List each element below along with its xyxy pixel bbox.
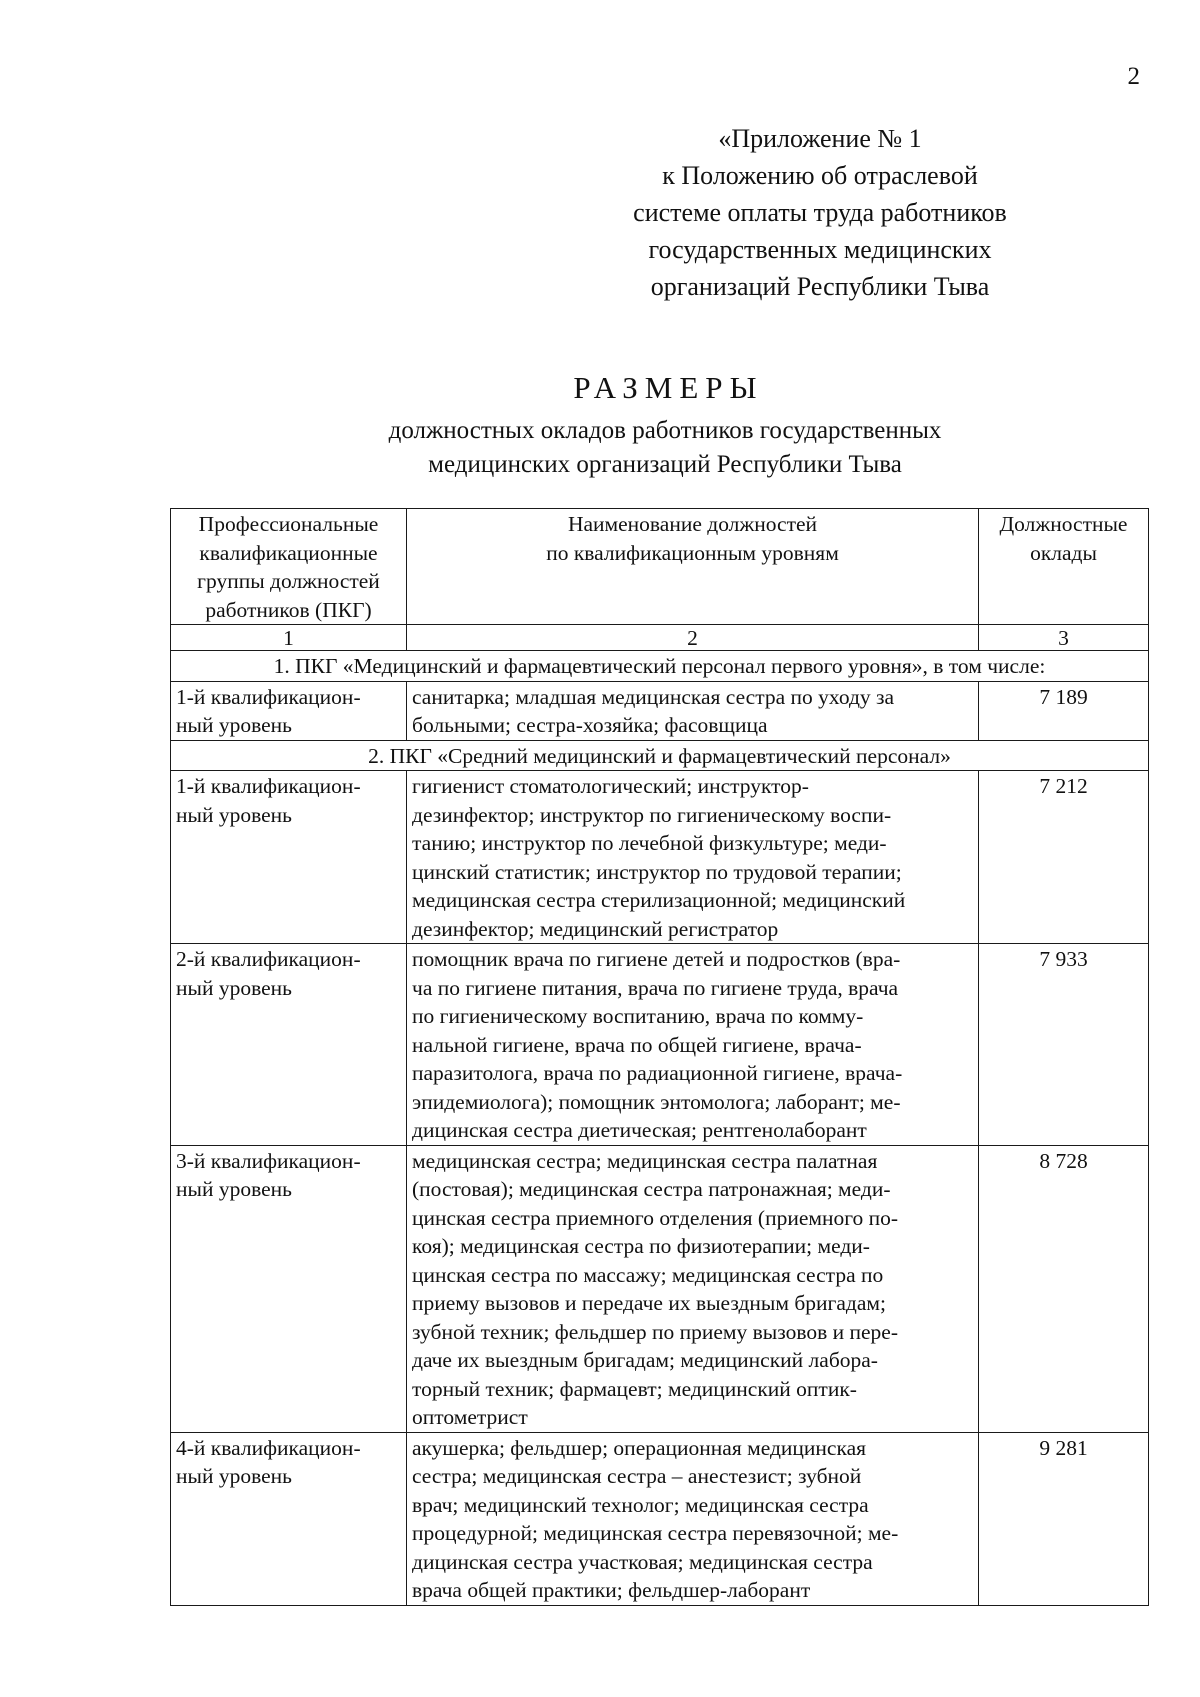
qualification-level bbox=[171, 1145, 407, 1432]
header-pkg bbox=[171, 509, 407, 625]
position-line: (постовая); медицинская сестра патронажная; меди- bbox=[412, 1177, 891, 1201]
level-line: ный уровень bbox=[176, 1464, 292, 1488]
document-subtitle bbox=[170, 414, 1160, 482]
title-block bbox=[170, 368, 1160, 482]
table-row bbox=[171, 681, 1149, 740]
position-line: по гигиеническому воспитанию, врача по комму- bbox=[412, 1004, 864, 1028]
position-line: санитарка; младшая медицинская сестра по уходу за bbox=[412, 684, 895, 709]
header-line: Профессиональные bbox=[198, 512, 379, 536]
header-line: по квалификационным уровням bbox=[546, 540, 839, 565]
position-line: цинская сестра по массажу; медицинская сестра по bbox=[412, 1262, 884, 1287]
header-positions bbox=[407, 509, 979, 625]
column-number: 1 bbox=[171, 625, 407, 651]
position-line: дезинфектор; инструктор по гигиеническому воспи- bbox=[412, 802, 892, 827]
position-line: нальной гигиене, врача по общей гигиене, врача- bbox=[412, 1032, 862, 1057]
position-line: процедурной; медицинская сестра перевязочной; ме- bbox=[412, 1521, 899, 1545]
section-title: 1. ПКГ «Медицинский и фармацевтический персонал первого уровня», в том числе: bbox=[171, 651, 1149, 682]
appendix-line: к Положению об отраслевой bbox=[662, 161, 978, 190]
table-row bbox=[171, 944, 1149, 1146]
position-line: коя); медицинская сестра по физиотерапии; меди- bbox=[412, 1234, 870, 1258]
appendix-note bbox=[600, 120, 1040, 305]
appendix-line: системе оплаты труда работников bbox=[633, 198, 1007, 227]
table-body bbox=[171, 651, 1149, 1606]
qualification-level bbox=[171, 771, 407, 944]
header-line: Наименование должностей bbox=[567, 512, 818, 536]
table-row bbox=[171, 1145, 1149, 1432]
position-names bbox=[407, 1432, 979, 1605]
qualification-level bbox=[171, 681, 407, 740]
position-line: танию; инструктор по лечебной физкультуре; меди- bbox=[412, 831, 887, 855]
level-line: ный уровень bbox=[176, 975, 292, 1000]
page-number: 2 bbox=[1127, 63, 1140, 90]
position-line: даче их выездным бригадам; медицинский лабора- bbox=[412, 1348, 878, 1372]
appendix-line: государственных медицинских bbox=[648, 235, 992, 264]
header-line: группы должностей bbox=[197, 569, 380, 593]
position-line: врач; медицинский технолог; медицинская сестра bbox=[412, 1492, 869, 1517]
header-line: работников (ПКГ) bbox=[205, 597, 372, 622]
position-line: больными; сестра-хозяйка; фасовщица bbox=[412, 713, 768, 737]
position-line: эпидемиолога); помощник энтомолога; лаборант; ме- bbox=[412, 1089, 901, 1114]
salary-value: 8 728 bbox=[979, 1145, 1149, 1432]
level-line: 2-й квалификацион- bbox=[176, 947, 361, 971]
document-title: РАЗМЕРЫ bbox=[573, 370, 764, 405]
salary-value: 9 281 bbox=[979, 1432, 1149, 1605]
column-number-row bbox=[171, 625, 1149, 651]
table-row bbox=[171, 1432, 1149, 1605]
position-line: ча по гигиене питания, врача по гигиене труда, врача bbox=[412, 975, 899, 1000]
salary-value: 7 212 bbox=[979, 771, 1149, 944]
position-line: акушерка; фельдшер; операционная медицинская bbox=[412, 1435, 867, 1460]
table-row bbox=[171, 771, 1149, 944]
salary-value: 7 933 bbox=[979, 944, 1149, 1146]
level-line: 1-й квалификацион- bbox=[176, 774, 361, 798]
position-names bbox=[407, 681, 979, 740]
header-line: Должностные bbox=[999, 512, 1128, 536]
position-line: помощник врача по гигиене детей и подростков (вра- bbox=[412, 947, 901, 971]
position-line: торный техник; фармацевт; медицинский оптик- bbox=[412, 1376, 857, 1401]
position-line: сестра; медицинская сестра – анестезист; зубной bbox=[412, 1464, 862, 1488]
qualification-level bbox=[171, 1432, 407, 1605]
level-line: ный уровень bbox=[176, 1177, 292, 1201]
qualification-level bbox=[171, 944, 407, 1146]
salary-table bbox=[170, 508, 1149, 1606]
position-line: врача общей практики; фельдшер-лаборант bbox=[412, 1578, 811, 1602]
header-salary bbox=[979, 509, 1149, 625]
column-number: 2 bbox=[407, 625, 979, 651]
position-line: зубной техник; фельдшер по приему вызовов и пере- bbox=[412, 1319, 899, 1344]
position-names bbox=[407, 1145, 979, 1432]
column-number: 3 bbox=[979, 625, 1149, 651]
level-line: ный уровень bbox=[176, 713, 292, 737]
position-line: медицинская сестра; медицинская сестра палатная bbox=[412, 1148, 878, 1173]
header-line: квалификационные bbox=[199, 540, 378, 565]
level-line: 3-й квалификацион- bbox=[176, 1148, 361, 1173]
appendix-line: организаций Республики Тыва bbox=[650, 272, 990, 301]
header-line: оклады bbox=[1030, 540, 1097, 565]
position-line: дезинфектор; медицинский регистратор bbox=[412, 916, 779, 941]
level-line: 1-й квалификацион- bbox=[176, 684, 361, 709]
level-line: ный уровень bbox=[176, 802, 292, 827]
position-line: цинская сестра приемного отделения (приемного по- bbox=[412, 1205, 899, 1230]
appendix-line: «Приложение № 1 bbox=[718, 124, 922, 153]
section-row bbox=[171, 740, 1149, 771]
level-line: 4-й квалификацион- bbox=[176, 1435, 361, 1460]
position-line: дицинская сестра участковая; медицинская сестра bbox=[412, 1549, 873, 1574]
subtitle-line: медицинских организаций Республики Тыва bbox=[428, 451, 902, 478]
salary-value: 7 189 bbox=[979, 681, 1149, 740]
table-header-row bbox=[171, 509, 1149, 625]
position-line: приему вызовов и передаче их выездным бригадам; bbox=[412, 1291, 886, 1315]
position-names bbox=[407, 771, 979, 944]
position-line: паразитолога, врача по радиационной гигиене, врача- bbox=[412, 1061, 903, 1085]
position-names bbox=[407, 944, 979, 1146]
position-line: дицинская сестра диетическая; рентгенолаборант bbox=[412, 1118, 867, 1142]
section-title: 2. ПКГ «Средний медицинский и фармацевтический персонал» bbox=[171, 740, 1149, 771]
position-line: медицинская сестра стерилизационной; медицинский bbox=[412, 888, 906, 912]
section-row bbox=[171, 651, 1149, 682]
position-line: гигиенист стоматологический; инструктор- bbox=[412, 774, 809, 798]
subtitle-line: должностных окладов работников государственных bbox=[388, 417, 942, 444]
position-line: оптометрист bbox=[412, 1405, 528, 1429]
position-line: цинский статистик; инструктор по трудовой терапии; bbox=[412, 859, 902, 884]
